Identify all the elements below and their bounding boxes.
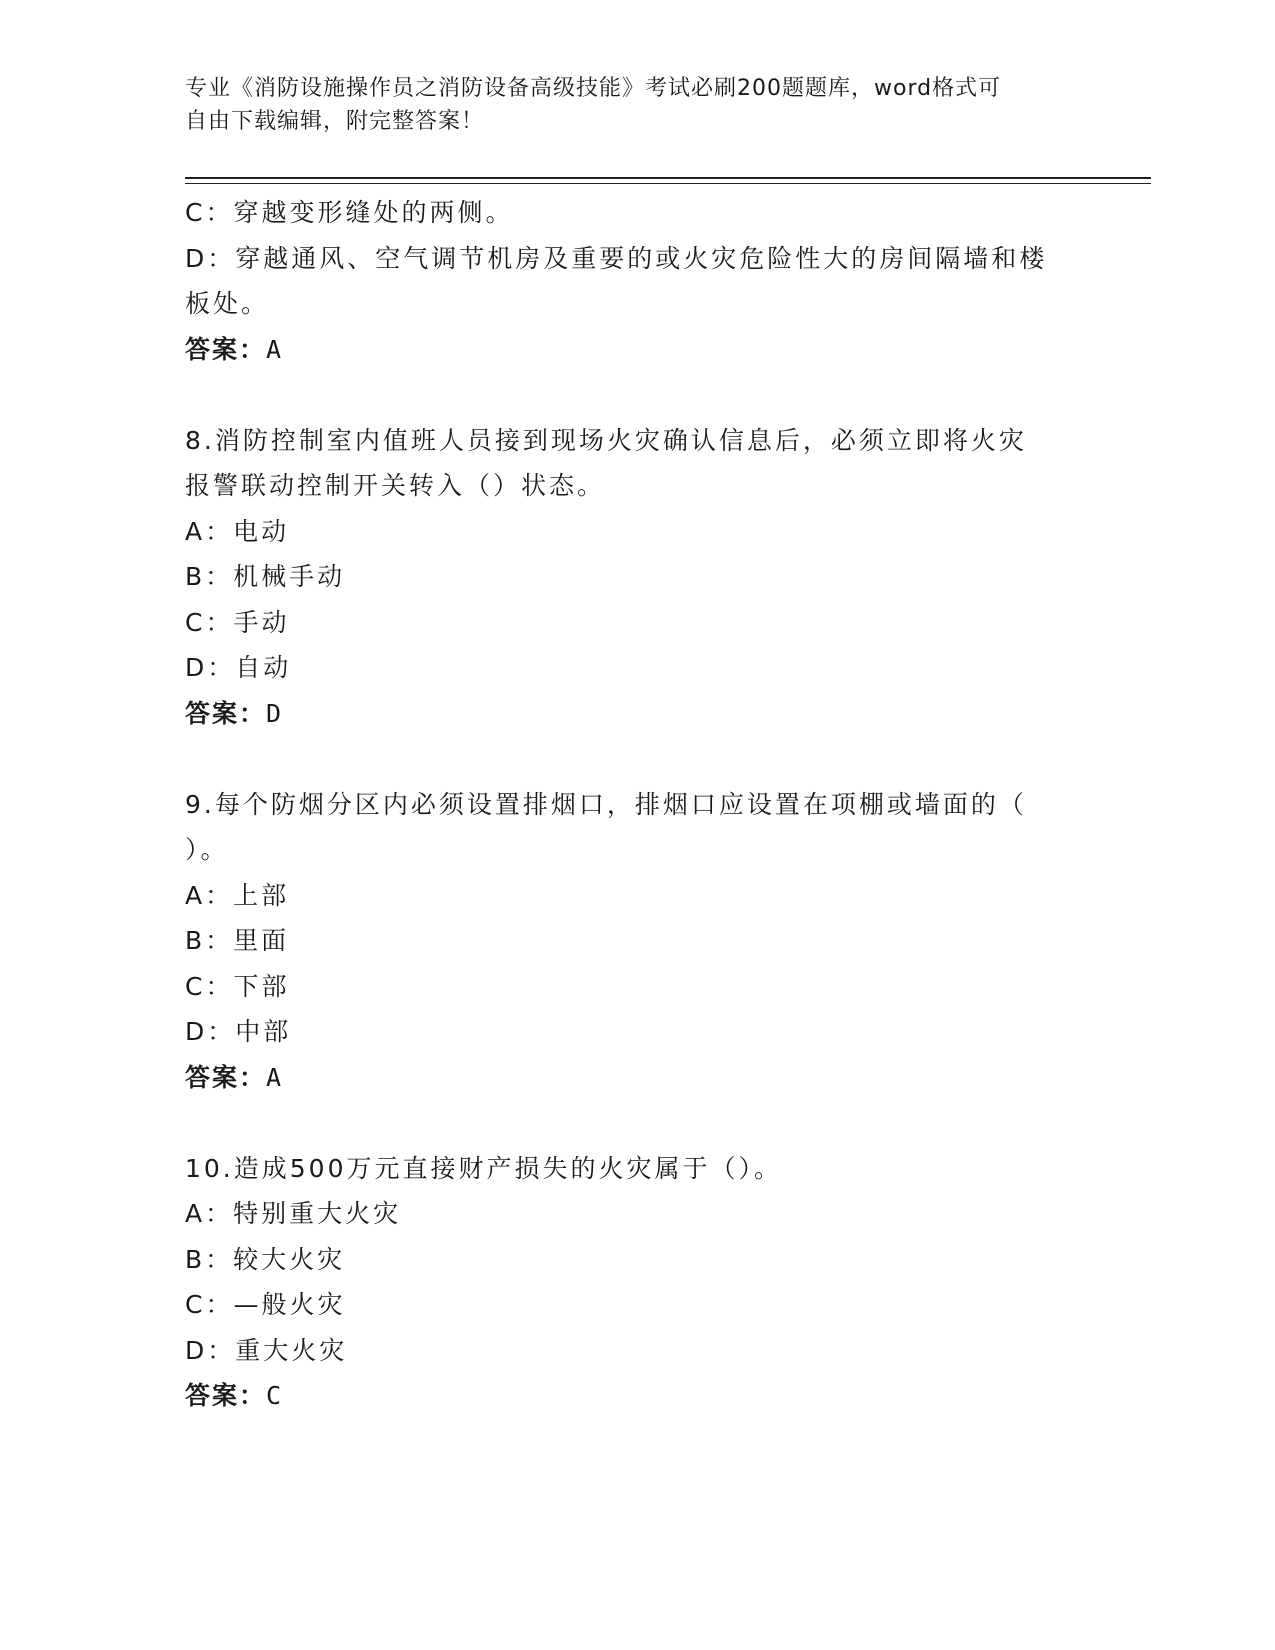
question-stem-line-1: 8.消防控制室内值班人员接到现场火灾确认信息后，必须立即将火灾 bbox=[185, 425, 1027, 455]
option-b: B：里面 bbox=[185, 926, 290, 955]
question-8 bbox=[185, 418, 1085, 737]
option-c: C：—般火灾 bbox=[185, 1290, 346, 1319]
option-a: A：特别重大火灾 bbox=[185, 1199, 402, 1228]
answer-value: A bbox=[266, 334, 283, 364]
question-stem-line-2: ）。 bbox=[185, 835, 229, 864]
answer-label: 答案： bbox=[185, 1381, 267, 1410]
question-stem-line-2: 报警联动控制开关转入（）状态。 bbox=[185, 471, 606, 500]
option-d: D：中部 bbox=[185, 1017, 292, 1046]
answer-label: 答案： bbox=[185, 334, 267, 364]
answer-value: A bbox=[266, 1062, 283, 1092]
option-a: A：上部 bbox=[185, 880, 290, 910]
answer-line bbox=[185, 691, 1085, 737]
header-title-line-2: 自由下载编辑，附完整答案！ bbox=[185, 109, 485, 134]
option-c: C：穿越变形缝处的两侧。 bbox=[185, 198, 514, 227]
header-rule-thin bbox=[185, 183, 1151, 184]
answer-label: 答案： bbox=[185, 698, 267, 728]
question-stem-line-1: 10.造成500万元直接财产损失的火灾属于（）。 bbox=[185, 1153, 782, 1183]
question-9 bbox=[185, 782, 1085, 1101]
spacer bbox=[185, 1100, 1085, 1146]
question-stem-line-1: 9.每个防烟分区内必须设置排烟口，排烟口应设置在项棚或墙面的（ bbox=[185, 789, 1027, 819]
answer-value: C bbox=[266, 1381, 283, 1410]
document-header bbox=[185, 72, 1065, 138]
spacer bbox=[185, 372, 1085, 418]
answer-value: D bbox=[266, 698, 283, 728]
option-d-line-1: D：穿越通风、空气调节机房及重要的或火灾危险性大的房间隔墙和楼 bbox=[185, 243, 1048, 273]
header-rule-thick bbox=[185, 177, 1151, 179]
option-a: A：电动 bbox=[185, 516, 290, 546]
answer-line bbox=[185, 1373, 1085, 1419]
answer-label: 答案： bbox=[185, 1062, 267, 1092]
option-d-line-2: 板处。 bbox=[185, 289, 270, 318]
question-10 bbox=[185, 1146, 1085, 1419]
document-body bbox=[185, 190, 1085, 1419]
option-c: C：手动 bbox=[185, 607, 290, 637]
question-7-continuation bbox=[185, 190, 1085, 372]
option-d: D：自动 bbox=[185, 653, 292, 682]
option-b: B：机械手动 bbox=[185, 562, 346, 591]
option-b: B：较大火灾 bbox=[185, 1244, 346, 1274]
option-d: D：重大火灾 bbox=[185, 1335, 348, 1365]
answer-line bbox=[185, 1055, 1085, 1101]
header-title-line-1: 专业《消防设施操作员之消防设备高级技能》考试必刷200题题库，word格式可 bbox=[185, 76, 1002, 101]
option-c: C：下部 bbox=[185, 971, 290, 1001]
answer-line bbox=[185, 327, 1085, 373]
spacer bbox=[185, 736, 1085, 782]
